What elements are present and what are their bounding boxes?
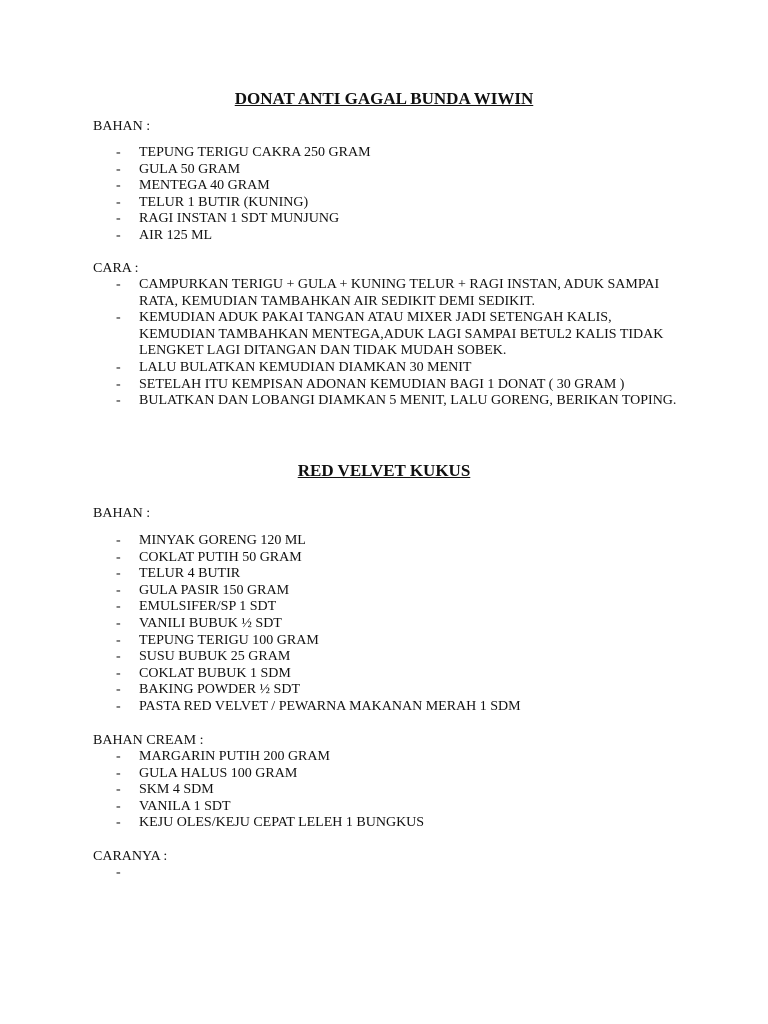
bahan-cream-list — [0, 749, 768, 832]
list-item — [0, 195, 679, 212]
list-item-text: BULATKAN DAN LOBANGI DIAMKAN 5 MENIT, LALU GORENG, BERIKAN TOPING. — [139, 393, 677, 409]
bullet-dash: - — [116, 549, 121, 565]
list-item-text: TEPUNG TERIGU CAKRA 250 GRAM — [139, 145, 371, 160]
bullet-dash: - — [116, 310, 121, 326]
list-item — [0, 815, 679, 832]
list-item — [0, 145, 679, 162]
recipe-title-donat: DONAT ANTI GAGAL BUNDA WIWIN — [234, 89, 534, 108]
list-item — [0, 162, 679, 179]
list-item-text: VANILA 1 SDT — [139, 798, 231, 814]
list-item-text: MENTEGA 40 GRAM — [139, 178, 270, 194]
list-item — [0, 666, 679, 683]
bullet-dash: - — [116, 698, 121, 714]
list-item — [0, 766, 679, 783]
list-item-text: GULA 50 GRAM — [139, 161, 241, 177]
bullet-dash: - — [116, 599, 121, 615]
list-item — [0, 533, 679, 550]
bullet-dash: - — [116, 194, 121, 210]
bullet-dash: - — [116, 632, 121, 648]
list-item — [0, 782, 679, 799]
list-item — [0, 550, 679, 567]
bullet-dash: - — [116, 211, 121, 227]
bullet-dash: - — [116, 178, 121, 194]
list-item — [0, 633, 679, 650]
bullet-dash: - — [116, 815, 121, 831]
list-item — [0, 566, 679, 583]
bullet-dash: - — [116, 665, 121, 681]
bullet-dash: - — [116, 566, 121, 582]
list-item-text: CAMPURKAN TERIGU + GULA + KUNING TELUR + RAGI INSTAN, ADUK SAMPAI RATA, KEMUDIAN TAMBAHKAN AIR SEDIKIT DEMI SEDIKIT. — [139, 277, 660, 309]
bullet-dash: - — [116, 582, 121, 598]
list-item — [0, 649, 679, 666]
list-item-text: PASTA RED VELVET / PEWARNA MAKANAN MERAH 1 SDM — [139, 698, 521, 714]
list-item — [0, 599, 679, 616]
bullet-dash: - — [116, 359, 121, 375]
list-item-text: KEMUDIAN ADUK PAKAI TANGAN ATAU MIXER JADI SETENGAH KALIS, KEMUDIAN TAMBAHKAN MENTEGA,ADUK LAGI SAMPAI BETUL2 KALIS TIDAK LENGKET LAGI DITANGAN DAN TIDAK MUDAH SOBEK. — [139, 310, 664, 359]
bullet-dash: - — [116, 865, 121, 880]
list-item — [0, 310, 679, 360]
list-item-text: TEPUNG TERIGU 100 GRAM — [139, 632, 319, 648]
bullet-dash: - — [116, 615, 121, 631]
bullet-dash: - — [116, 277, 121, 292]
bullet-dash: - — [116, 376, 121, 392]
list-item-text: KEJU OLES/KEJU CEPAT LELEH 1 BUNGKUS — [139, 815, 425, 831]
bullet-dash: - — [116, 161, 121, 177]
list-item-text: MARGARIN PUTIH 200 GRAM — [139, 749, 330, 764]
list-item — [0, 749, 679, 766]
bullet-dash: - — [116, 393, 121, 409]
list-item-text: LALU BULATKAN KEMUDIAN DIAMKAN 30 MENIT — [139, 359, 472, 375]
list-item-text: BAKING POWDER ½ SDT — [139, 682, 300, 698]
list-item-text: COKLAT BUBUK 1 SDM — [139, 665, 291, 681]
list-item — [0, 360, 679, 377]
list-item — [0, 393, 679, 410]
bahan-cream-label: BAHAN CREAM : — [93, 733, 204, 748]
bullet-dash: - — [116, 798, 121, 814]
list-item — [0, 699, 679, 716]
bullet-dash: - — [116, 782, 121, 798]
bullet-dash: - — [116, 765, 121, 781]
list-item-text: SETELAH ITU KEMPISAN ADONAN KEMUDIAN BAGI 1 DONAT ( 30 GRAM ) — [139, 376, 625, 392]
cara-list — [0, 277, 768, 410]
list-item — [0, 277, 679, 310]
list-item-text: EMULSIFER/SP 1 SDT — [139, 599, 277, 615]
cara-label: CARA : — [93, 261, 139, 276]
caranya-label: CARANYA : — [93, 849, 168, 864]
list-item — [0, 583, 679, 600]
list-item — [0, 799, 679, 816]
bullet-dash: - — [116, 749, 121, 764]
bahan-list — [0, 145, 768, 245]
list-item-text: RAGI INSTAN 1 SDT MUNJUNG — [139, 211, 340, 227]
list-item-text: GULA HALUS 100 GRAM — [139, 765, 298, 781]
list-item — [0, 377, 679, 394]
list-item — [0, 682, 679, 699]
list-item-text: VANILI BUBUK ½ SDT — [139, 615, 282, 631]
bullet-dash: - — [116, 649, 121, 665]
bullet-dash: - — [116, 227, 121, 243]
list-item — [0, 228, 679, 245]
list-item-text: SUSU BUBUK 25 GRAM — [139, 649, 291, 665]
list-item — [0, 178, 679, 195]
bahan-label: BAHAN : — [93, 506, 151, 521]
bahan-list — [0, 533, 768, 716]
recipe-title-red-velvet: RED VELVET KUKUS — [297, 461, 471, 480]
list-item-text: SKM 4 SDM — [139, 782, 214, 798]
bullet-dash: - — [116, 145, 121, 160]
list-item-text: TELUR 1 BUTIR (KUNING) — [139, 194, 309, 210]
bahan-label: BAHAN : — [93, 119, 151, 134]
list-item — [0, 616, 679, 633]
list-item-text: AIR 125 ML — [139, 227, 213, 243]
list-item-text: MINYAK GORENG 120 ML — [139, 533, 306, 548]
list-item — [0, 211, 679, 228]
list-item-text: GULA PASIR 150 GRAM — [139, 582, 290, 598]
list-item-text: TELUR 4 BUTIR — [139, 566, 241, 582]
list-item-text: COKLAT PUTIH 50 GRAM — [139, 549, 302, 565]
bullet-dash: - — [116, 533, 121, 548]
bullet-dash: - — [116, 682, 121, 698]
